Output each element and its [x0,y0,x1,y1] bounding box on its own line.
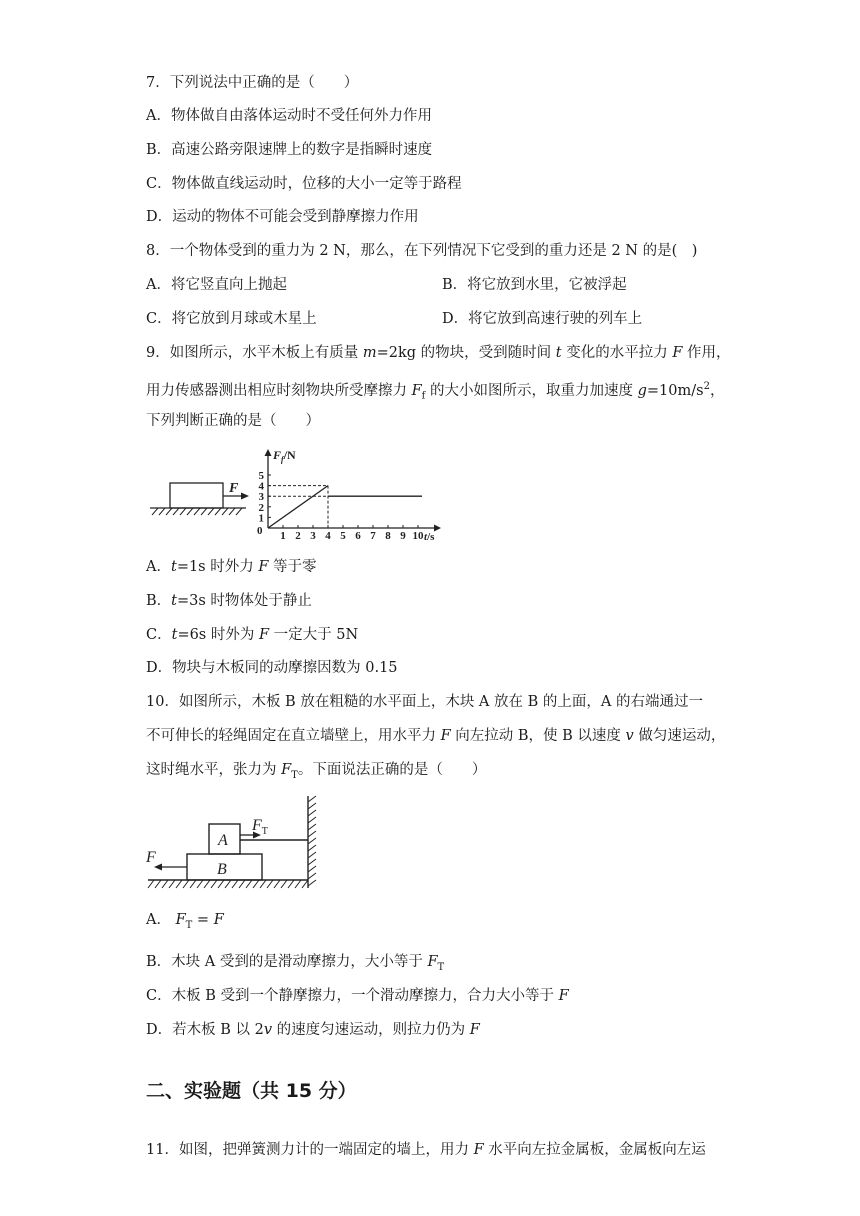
x-tick-label: 5 [340,530,346,540]
q10-stem-line2: 不可伸长的轻绳固定在直立墙壁上，用水平力 F 向左拉动 B，使 B 以速度 v 做匀速运动， [146,728,726,744]
q10-wall-hatch [308,796,316,886]
q9-stem-line3: 下列判断正确的是（ ） [146,413,320,429]
q8-option-d: D．将它放到高速行驶的列车上 [442,311,643,327]
q11-stem-line1: 11．如图，把弹簧测力计的一端固定的墙上，用力 F 水平向左拉金属板，金属板向左运 [146,1142,706,1158]
x-tick-label: 3 [310,530,316,540]
q10-option-b: B．木块 A 受到的是滑动摩擦力，大小等于 $F_T$ [146,954,445,973]
q10-stem-line1: 10．如图所示，木板 B 放在粗糙的水平面上，木块 A 放在 B 的上面，A 的右端通过一 [146,694,703,710]
x-tick-label: 10 [412,530,424,540]
y-tick-label: 2 [258,501,264,514]
y-tick-label: 3 [258,491,264,504]
q10-option-a: A． $F_T = F$ [146,912,224,931]
section-title-experiment: 二、实验题（共 15 分） [146,1080,357,1102]
q10-option-c: C．木板 B 受到一个静摩擦力，一个滑动摩擦力，合力大小等于 F [146,988,569,1004]
q10-block-a-label: A [218,832,228,849]
x-tick-label: 8 [385,530,391,540]
q7-option-c: C．物体做直线运动时，位移的大小一定等于路程 [146,176,462,192]
q7-option-a: A．物体做自由落体运动时不受任何外力作用 [146,108,432,124]
q10-diagram [140,792,330,892]
x-tick-label: 6 [355,530,361,540]
q7-option-b: B．高速公路旁限速牌上的数字是指瞬时速度 [146,142,433,158]
q10-board-b-label: B [217,861,227,878]
q9-y-axis-arrowhead [265,449,272,456]
series-rising-segment [268,486,328,528]
q9-option-a: A．t=1s 时外力 F 等于零 [146,559,317,575]
y-tick-label: 5 [258,470,264,482]
q9-option-c: C．t=6s 时外为 F 一定大于 5N [146,627,359,643]
q9-x-axis-title: t/s [424,531,435,540]
q10-ground-hatch [148,880,308,888]
q8-option-a: A．将它竖直向上抛起 [146,277,287,293]
q9-y-axis-title: $F_f/N$ [273,448,296,464]
y-tick-label: 4 [258,480,264,493]
q8-stem: 8．一个物体受到的重力为 2 N，那么，在下列情况下它受到的重力还是 2 N 的是( ) [146,243,698,259]
q9-x-axis-arrowhead [434,525,441,532]
x-tick-label: 4 [325,530,331,540]
q9-friction-time-graph [254,444,450,540]
q9-force-label: F [229,481,239,496]
q10-option-d: D．若木板 B 以 2v 的速度匀速运动，则拉力仍为 F [146,1022,480,1038]
q9-force-arrowhead [241,493,249,500]
q9-origin-label: 0 [257,525,263,537]
x-tick-label: 9 [400,530,406,540]
q8-option-b: B．将它放到水里，它被浮起 [442,277,627,293]
q10-stem-line3: 这时绳水平，张力为 $F_T$。下面说法正确的是（ ） [146,762,487,781]
q9-stem-line2: 用力传感器测出相应时刻物块所受摩擦力 $F_f$ 的大小如图所示，取重力加速度 $g=10m/s^2$， [146,381,725,402]
q8-option-c: C．将它放到月球或木星上 [146,311,317,327]
q9-option-d: D．物块与木板同的动摩擦因数为 0.15 [146,660,398,676]
y-tick-label: 1 [258,512,264,525]
q10-tension-label: $F_T$ [252,817,268,837]
q9-block-diagram [146,470,250,520]
x-tick-label: 1 [280,530,286,540]
q7-option-d: D．运动的物体不可能会受到静摩擦力作用 [146,209,419,225]
q9-stem-line1: 9．如图所示，水平木板上有质量 m=2kg 的物块，受到随时间 t 变化的水平拉力 F 作用， [146,345,731,361]
q9-block [170,483,223,508]
x-tick-label: 7 [370,530,376,540]
q9-ground-hatch [152,508,242,515]
q7-stem: 7．下列说法中正确的是（ ） [146,75,359,91]
x-tick-label: 2 [295,530,301,540]
q9-option-b: B．t=3s 时物体处于静止 [146,593,312,609]
q10-pull-label: F [146,849,156,866]
